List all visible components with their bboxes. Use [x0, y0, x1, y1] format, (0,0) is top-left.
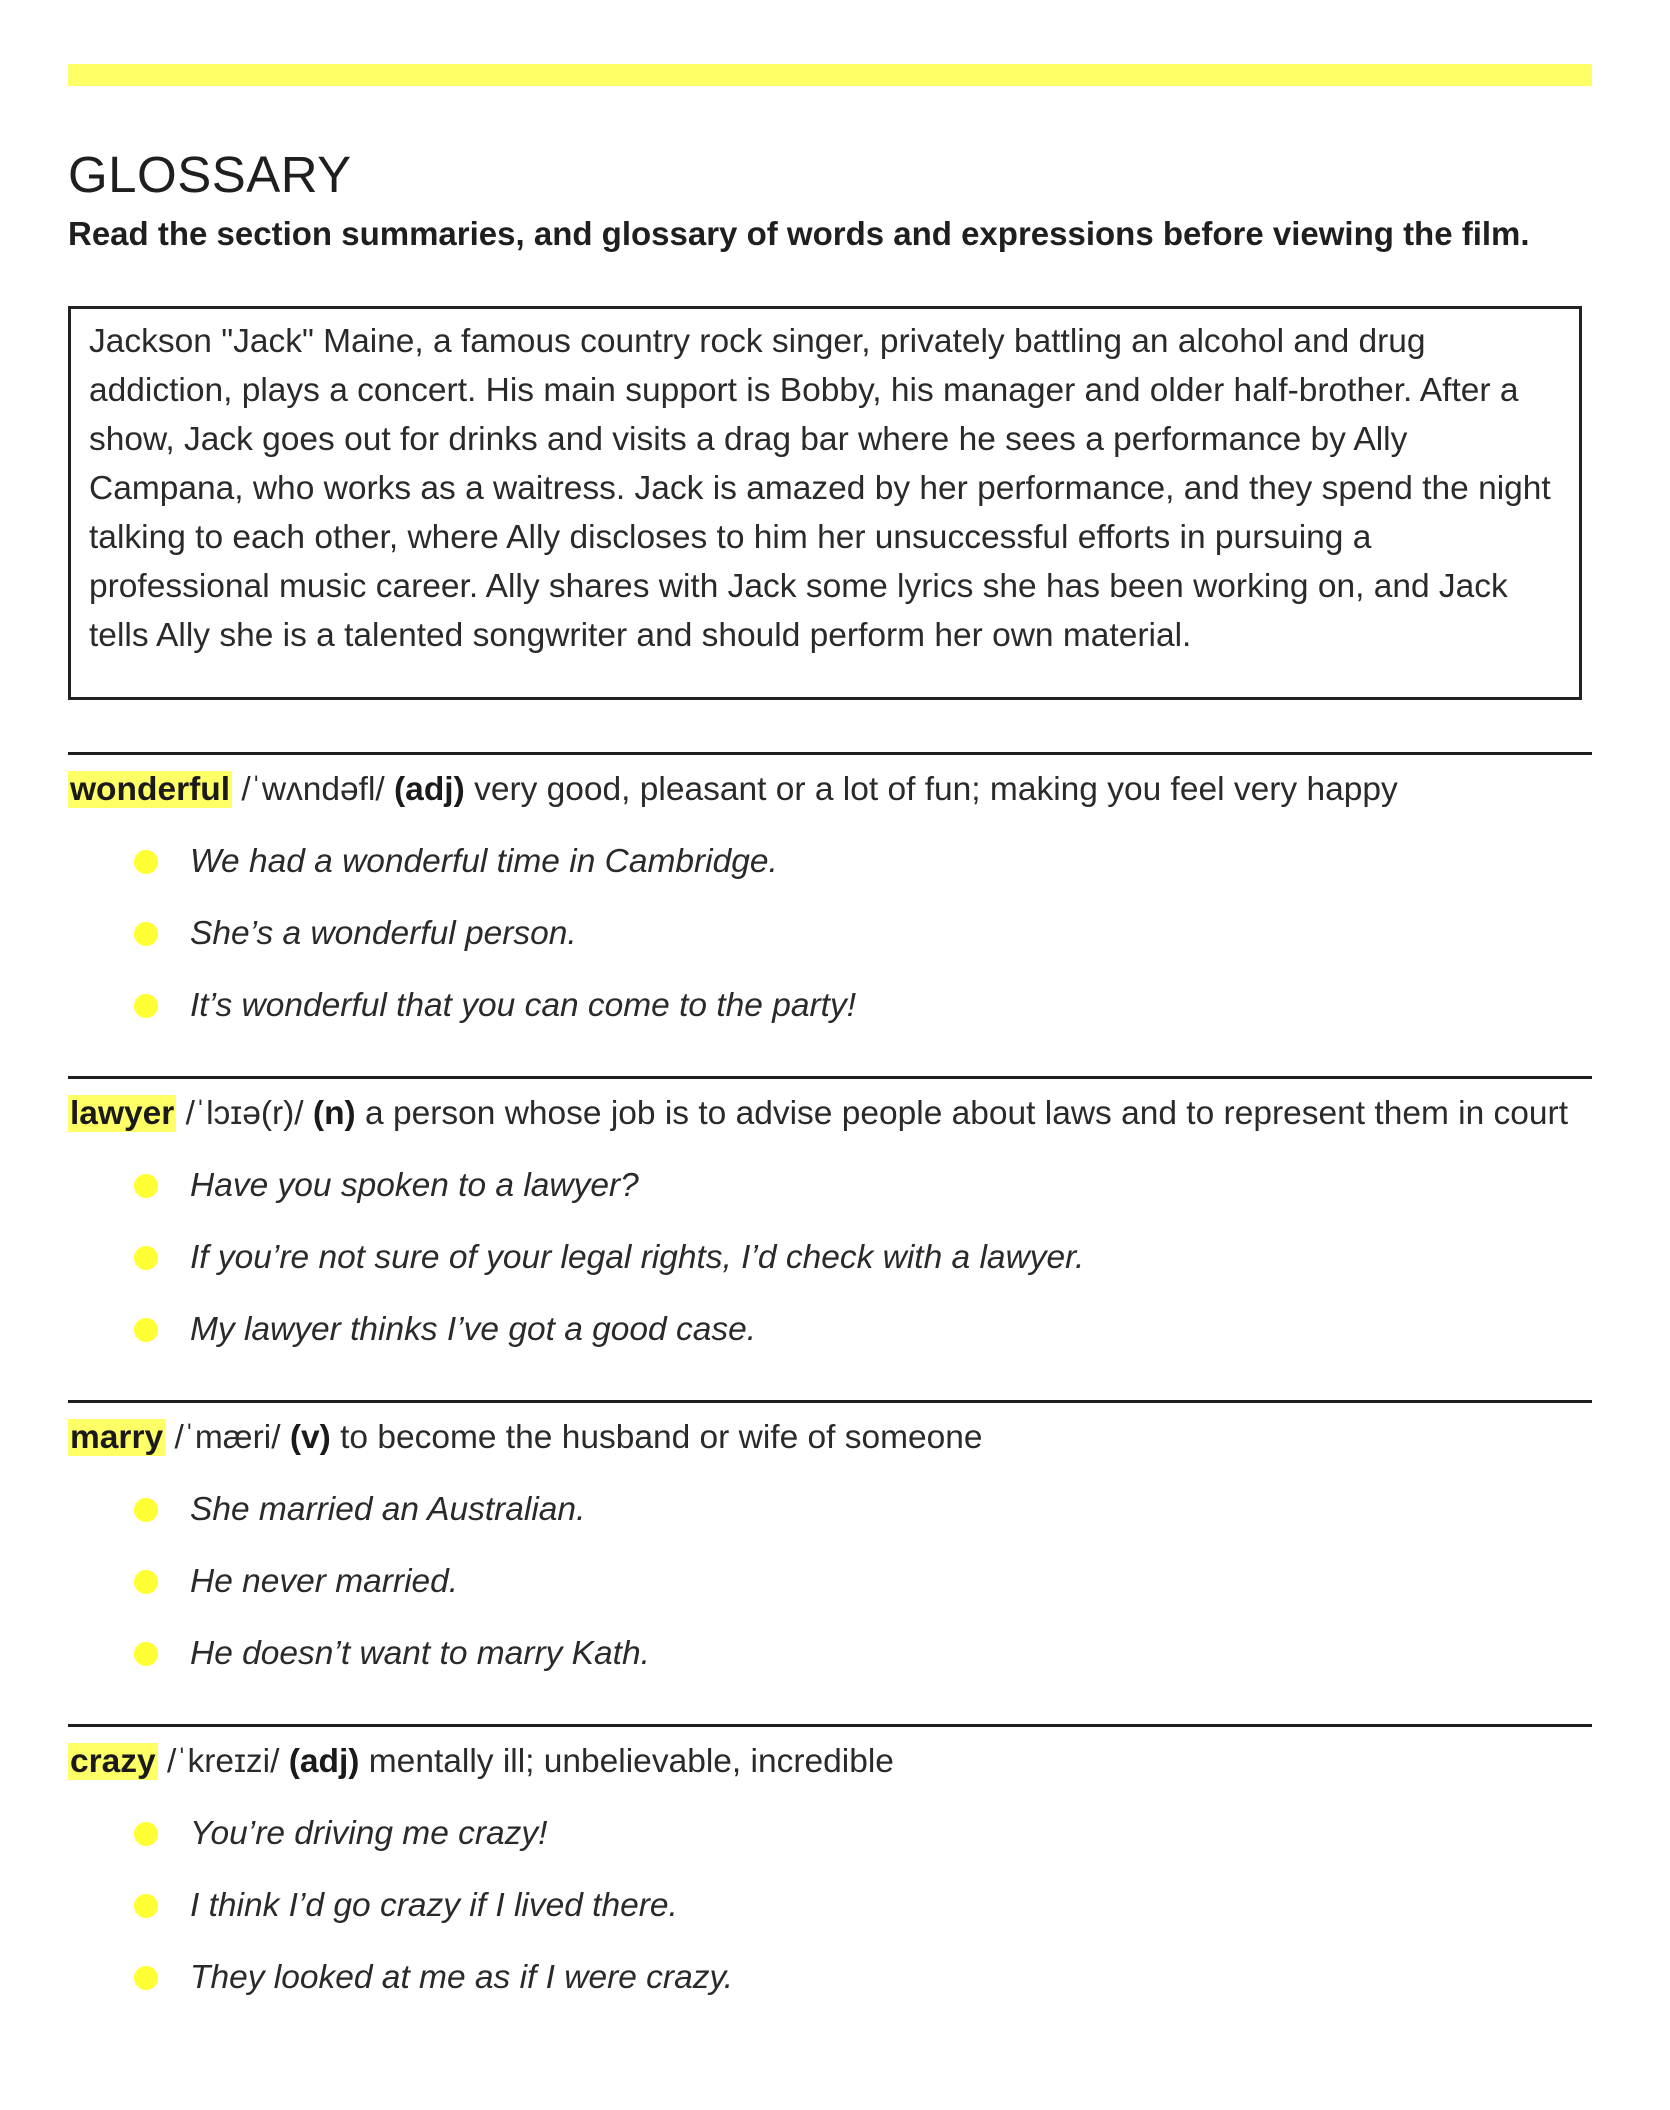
- bullet-dot-icon: [134, 922, 158, 946]
- entry-part-of-speech: (adj): [394, 771, 465, 808]
- top-highlight-bar: [68, 64, 1592, 86]
- entry-part-of-speech: (n): [312, 1095, 356, 1132]
- example-text: Have you spoken to a lawyer?: [190, 1167, 639, 1204]
- example-list: [68, 1798, 1592, 2014]
- bullet-dot-icon: [134, 1498, 158, 1522]
- example-item: [68, 826, 1592, 898]
- entry-pronunciation: /ˈwʌndəfl/: [241, 771, 385, 808]
- entry-headline: [68, 1079, 1592, 1138]
- entry-part-of-speech: (adj): [288, 1743, 360, 1780]
- entry-headline: [68, 1403, 1592, 1462]
- bullet-dot-icon: [134, 1570, 158, 1594]
- example-item: [68, 898, 1592, 970]
- example-item: [68, 1546, 1592, 1618]
- example-text: It’s wonderful that you can come to the party!: [190, 987, 857, 1024]
- example-item: [68, 1294, 1592, 1366]
- example-text: She married an Australian.: [190, 1491, 586, 1528]
- example-item: [68, 1222, 1592, 1294]
- bullet-dot-icon: [134, 1642, 158, 1666]
- bullet-dot-icon: [134, 1894, 158, 1918]
- bullet-dot-icon: [134, 994, 158, 1018]
- example-list: [68, 1150, 1592, 1366]
- bullet-dot-icon: [134, 1966, 158, 1990]
- entry-part-of-speech: (v): [289, 1419, 331, 1456]
- entry-definition: to become the husband or wife of someone: [340, 1419, 983, 1456]
- bullet-dot-icon: [134, 1318, 158, 1342]
- example-list: [68, 1474, 1592, 1690]
- entry-pronunciation: /ˈkreɪzi/: [167, 1743, 280, 1780]
- example-text: She’s a wonderful person.: [190, 915, 577, 952]
- example-text: If you’re not sure of your legal rights, I’d check with a lawyer.: [190, 1239, 1085, 1276]
- entry-pronunciation: /ˈmæri/: [174, 1419, 281, 1456]
- bullet-dot-icon: [134, 850, 158, 874]
- entry-word: crazy: [70, 1743, 156, 1780]
- example-text: He doesn’t want to marry Kath.: [190, 1635, 650, 1672]
- entry-word: marry: [70, 1419, 164, 1456]
- glossary-entry: [68, 752, 1592, 1042]
- page-subtitle: Read the section summaries, and glossary of words and expressions before viewing the film.: [68, 215, 1530, 252]
- summary-box: Jackson "Jack" Maine, a famous country rock singer, privately battling an alcohol and drug addiction, plays a concert. His main support is Bobby, his manager and older half-brother. After a show, Jack goes out for drinks and visits a drag bar where he sees a performance by Ally Campana, who works as a waitress. Jack is amazed by her performance, and they spend the night talking to each other, where Ally discloses to him her unsuccessful efforts in pursuing a professional music career. Ally shares with Jack some lyrics she has been working on, and Jack tells Ally she is a talented songwriter and should perform her own material.: [68, 306, 1582, 700]
- example-list: [68, 826, 1592, 1042]
- entry-definition: a person whose job is to advise people about laws and to represent them in court: [365, 1095, 1569, 1132]
- entry-word: wonderful: [70, 771, 231, 808]
- glossary-entry: [68, 1724, 1592, 2014]
- entry-pronunciation: /ˈlɔɪə(r)/: [185, 1095, 304, 1132]
- glossary-entries: [68, 752, 1592, 2048]
- entry-headline: [68, 755, 1592, 814]
- entry-definition: mentally ill; unbelievable, incredible: [368, 1743, 894, 1780]
- example-text: They looked at me as if I were crazy.: [190, 1959, 734, 1996]
- example-item: [68, 970, 1592, 1042]
- example-item: [68, 1942, 1592, 2014]
- example-text: We had a wonderful time in Cambridge.: [190, 843, 778, 880]
- entry-word: lawyer: [70, 1095, 175, 1132]
- example-item: [68, 1474, 1592, 1546]
- example-text: My lawyer thinks I’ve got a good case.: [190, 1311, 757, 1348]
- example-item: [68, 1870, 1592, 1942]
- example-item: [68, 1618, 1592, 1690]
- entry-definition: very good, pleasant or a lot of fun; making you feel very happy: [474, 771, 1398, 808]
- bullet-dot-icon: [134, 1246, 158, 1270]
- example-text: I think I’d go crazy if I lived there.: [190, 1887, 678, 1924]
- bullet-dot-icon: [134, 1174, 158, 1198]
- entry-headline: [68, 1727, 1592, 1786]
- example-text: You’re driving me crazy!: [190, 1815, 548, 1852]
- example-item: [68, 1150, 1592, 1222]
- glossary-entry: [68, 1400, 1592, 1690]
- bullet-dot-icon: [134, 1822, 158, 1846]
- glossary-entry: [68, 1076, 1592, 1366]
- page-title: GLOSSARY: [68, 146, 352, 203]
- example-item: [68, 1798, 1592, 1870]
- example-text: He never married.: [190, 1563, 459, 1600]
